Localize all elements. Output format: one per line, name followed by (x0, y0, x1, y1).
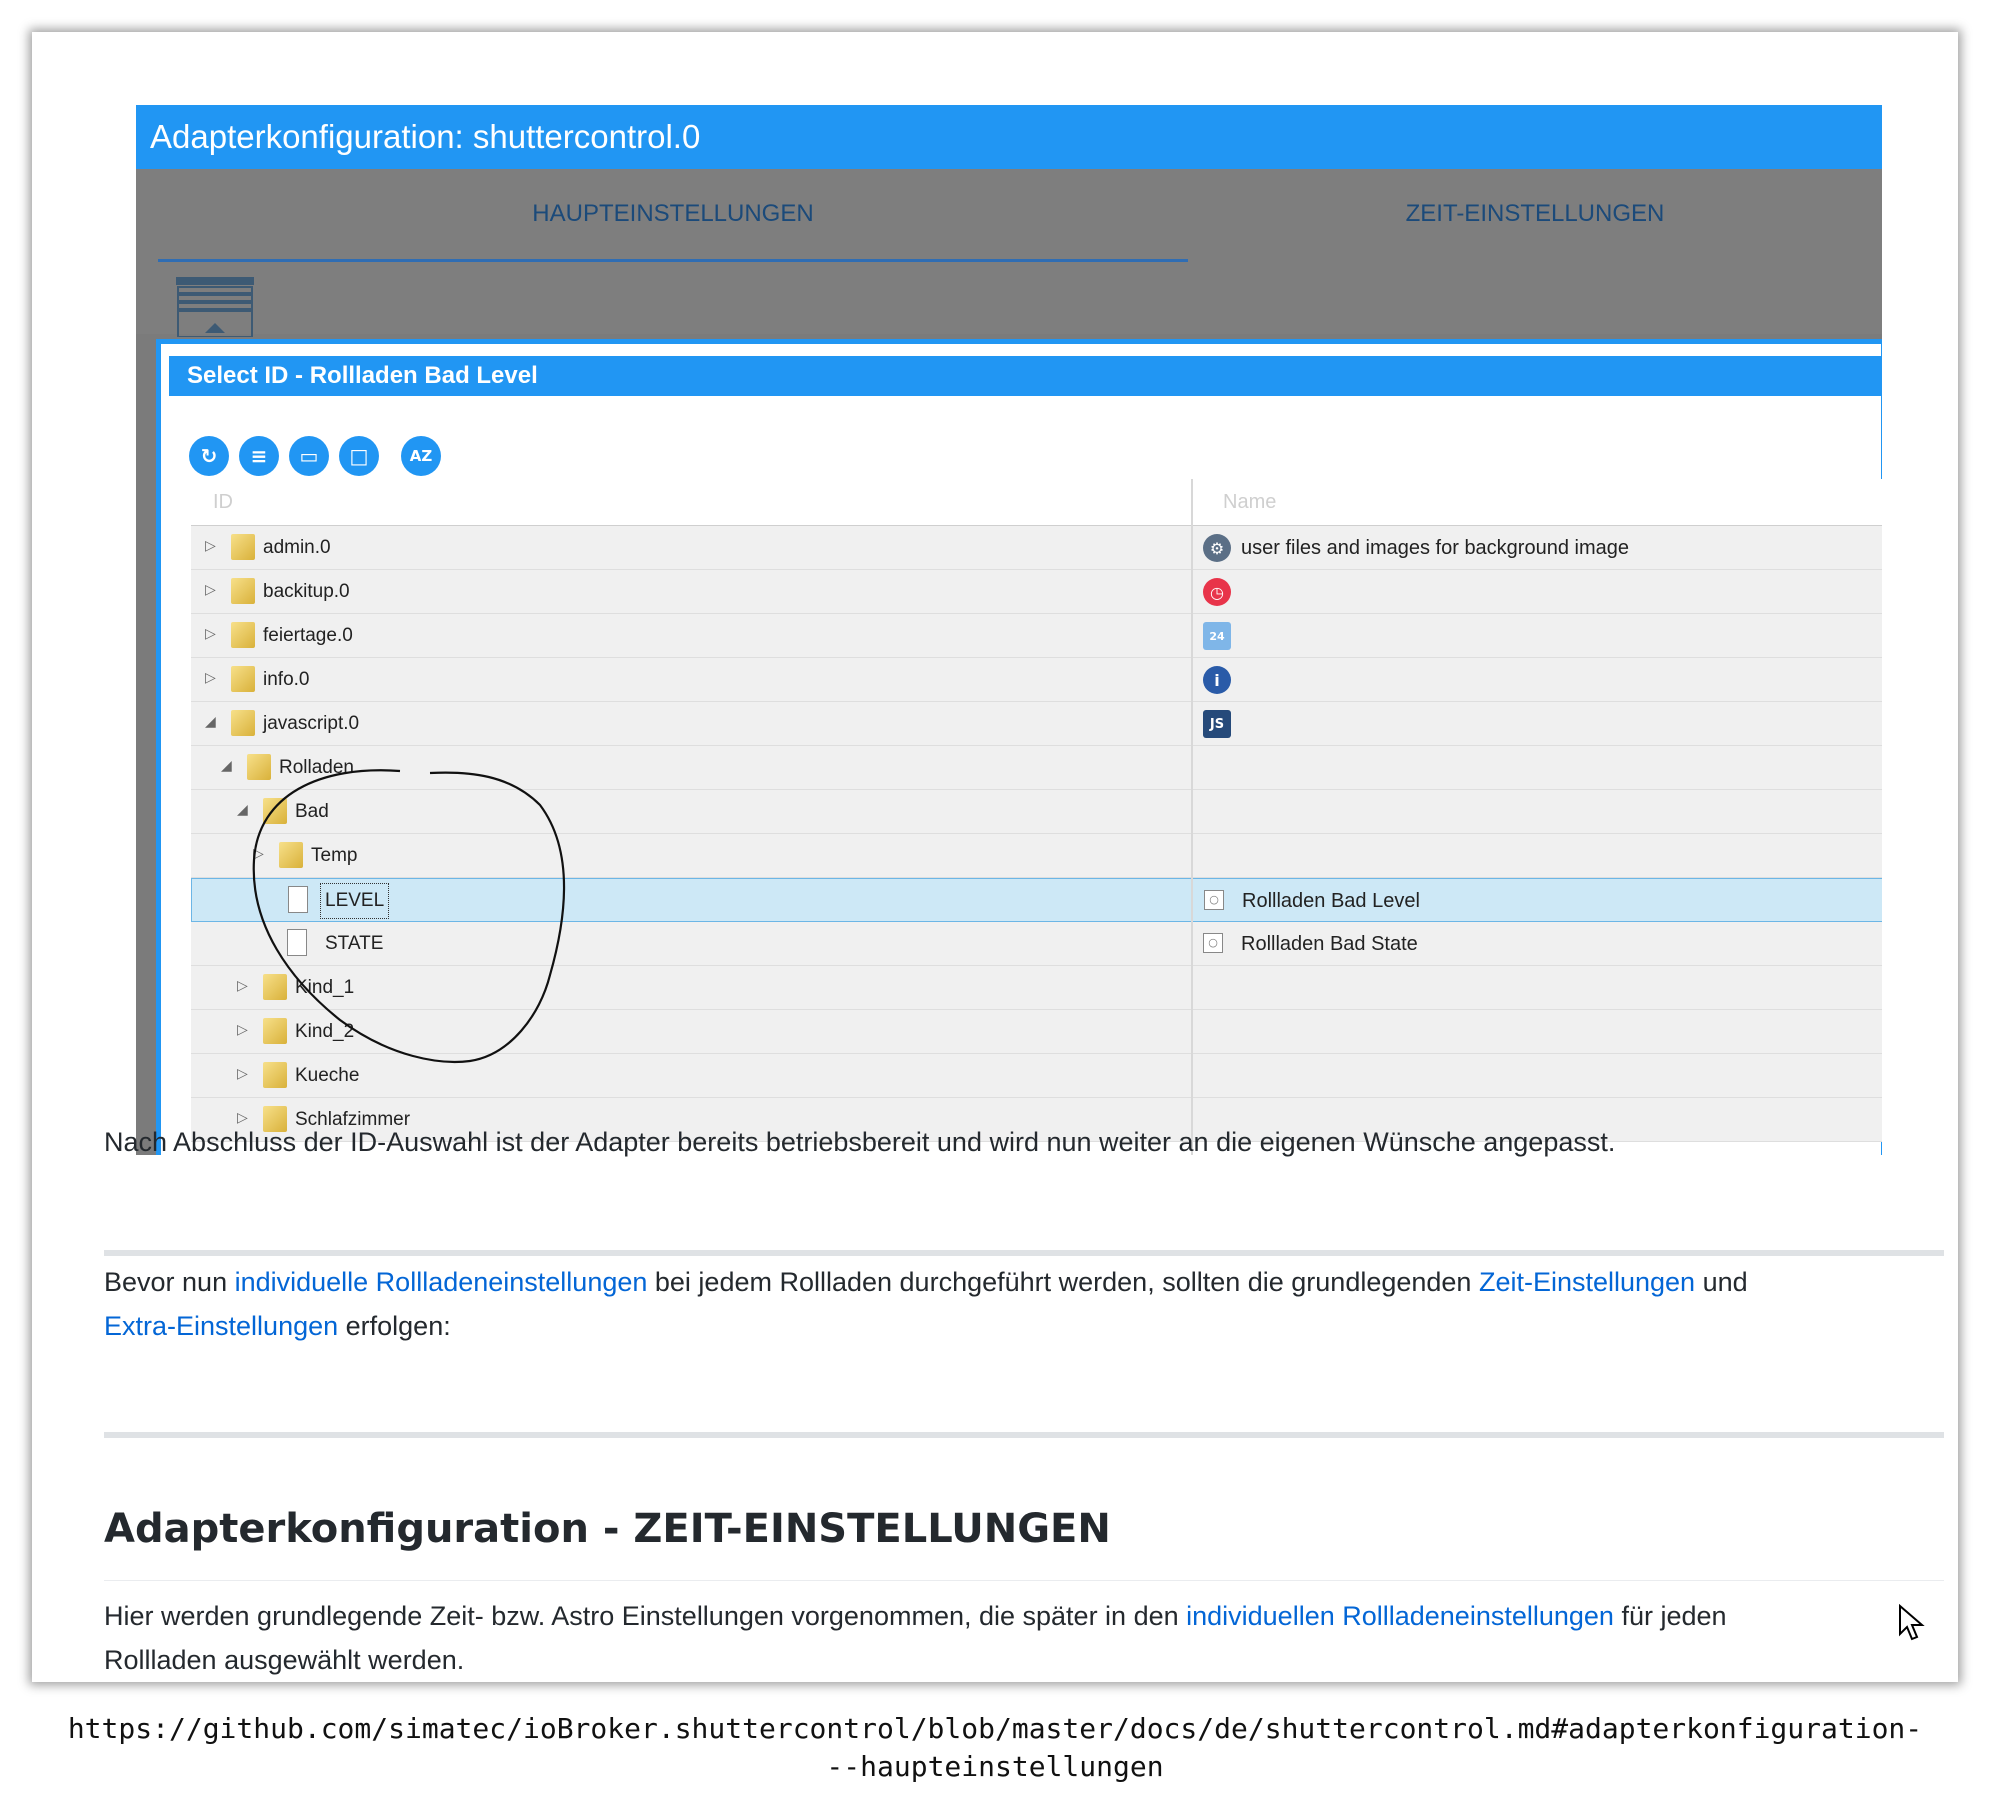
tree-row[interactable] (191, 1054, 1882, 1098)
paragraph-id-selection: Nach Abschluss der ID-Auswahl ist der Adapter bereits betriebsbereit und wird nun weiter an die eigenen Wünsche angepasst. (104, 1127, 1616, 1157)
text: Rollladen ausgewählt werden. (104, 1645, 465, 1675)
row-id: Kind_2 (295, 1021, 355, 1042)
expand-icon[interactable]: ▷ (237, 1110, 248, 1126)
collapse-icon[interactable]: ◢ (237, 802, 248, 818)
link-extra-einstellungen[interactable]: Extra-Einstellungen (104, 1311, 339, 1341)
folder-icon (247, 754, 271, 780)
row-id: info.0 (263, 669, 310, 690)
calendar-icon: 24 (1203, 622, 1231, 650)
collapse-icon[interactable]: ◢ (205, 714, 216, 730)
folder-icon (231, 666, 255, 692)
section-heading: Adapterkonfiguration - ZEIT-EINSTELLUNGEN (104, 1506, 1111, 1552)
row-name: Rollladen Bad Level (1242, 890, 1420, 912)
state-icon: ○ (1203, 933, 1223, 953)
link-zeit-einstellungen[interactable]: Zeit-Einstellungen (1478, 1267, 1696, 1297)
paragraph-before-settings (104, 1260, 1904, 1348)
folder-icon (263, 1062, 287, 1088)
source-url-line2: --haupteinstellungen (826, 1750, 1164, 1783)
select-id-dialog (156, 339, 1882, 1155)
backitup-clock-icon: ◷ (1203, 578, 1231, 606)
tree-row[interactable] (191, 790, 1882, 834)
row-id: Schlafzimmer (295, 1109, 411, 1130)
expand-icon[interactable]: ▷ (237, 978, 248, 994)
row-id: admin.0 (263, 537, 331, 558)
refresh-icon[interactable]: ↻ (189, 436, 229, 476)
expand-icon[interactable]: ▷ (237, 1066, 248, 1082)
horizontal-rule (104, 1250, 1944, 1256)
file-icon (287, 929, 307, 956)
list-icon[interactable]: ≡ (239, 436, 279, 476)
tree-row[interactable] (191, 658, 1882, 702)
tree-row[interactable] (191, 702, 1882, 746)
expand-icon[interactable]: ▷ (253, 846, 264, 862)
row-id: Rolladen (279, 757, 354, 778)
tree-row-selected[interactable] (191, 878, 1882, 922)
link-individuellen-rollladeneinstellungen[interactable]: individuellen Rollladeneinstellungen (1186, 1601, 1614, 1631)
heading-underline (104, 1580, 1944, 1581)
tree-row[interactable] (191, 966, 1882, 1010)
expand-icon[interactable]: ▷ (237, 1022, 248, 1038)
grid-header (191, 479, 1882, 527)
info-icon: i (1203, 666, 1231, 694)
text: Bevor nun (104, 1267, 235, 1297)
admin-gear-icon: ⚙ (1203, 534, 1231, 562)
row-id: Kueche (295, 1065, 360, 1086)
javascript-icon: JS (1203, 710, 1231, 738)
row-id: feiertage.0 (263, 625, 353, 646)
mouse-cursor-icon (1898, 1604, 1928, 1644)
row-id: Bad (295, 801, 329, 822)
tree-row[interactable] (191, 614, 1882, 658)
expand-icon[interactable]: ▷ (205, 626, 216, 642)
tab-bar (136, 169, 1882, 334)
text: und (1695, 1267, 1748, 1297)
column-id-header[interactable]: ID (213, 491, 233, 513)
file-icon (288, 886, 308, 913)
text: für jeden (1613, 1601, 1727, 1631)
tree-row[interactable] (191, 526, 1882, 570)
folder-open-icon[interactable]: □ (339, 436, 379, 476)
tab-haupteinstellungen[interactable]: HAUPTEINSTELLUNGEN (158, 169, 1188, 262)
folder-icon[interactable]: ▭ (289, 436, 329, 476)
source-url (0, 1710, 1990, 1786)
folder-icon (231, 710, 255, 736)
expand-icon[interactable]: ▷ (205, 670, 216, 686)
source-url-line1: https://github.com/simatec/ioBroker.shuttercontrol/blob/master/docs/de/shuttercontrol.md#adapterkonfiguration- (67, 1712, 1923, 1745)
row-id: STATE (325, 933, 384, 954)
tree-row[interactable] (191, 922, 1882, 966)
adapter-config-screenshot (136, 105, 1882, 1155)
horizontal-rule (104, 1432, 1944, 1438)
column-name-header[interactable]: Name (1223, 491, 1277, 513)
window-title: Adapterkonfiguration: shuttercontrol.0 (136, 105, 1882, 169)
row-id: Kind_1 (295, 977, 355, 998)
tree-row[interactable] (191, 1010, 1882, 1054)
row-id: javascript.0 (263, 713, 360, 734)
row-id: backitup.0 (263, 581, 350, 602)
text: erfolgen: (338, 1311, 451, 1341)
row-name: user files and images for background image (1241, 537, 1629, 559)
folder-icon (263, 974, 287, 1000)
expand-icon[interactable]: ▷ (205, 582, 216, 598)
dialog-title: Select ID - Rollladen Bad Level (169, 356, 1882, 396)
text: Hier werden grundlegende Zeit- bzw. Astro Einstellungen vorgenommen, die später in den (104, 1601, 1187, 1631)
state-icon: ○ (1204, 890, 1224, 910)
row-name: Rollladen Bad State (1241, 933, 1418, 955)
sort-az-icon[interactable]: AZ (401, 436, 441, 476)
folder-icon (263, 798, 287, 824)
shutter-icon (174, 273, 256, 337)
folder-icon (231, 578, 255, 604)
folder-icon (279, 842, 303, 868)
expand-icon[interactable]: ▷ (205, 538, 216, 554)
row-id: Temp (311, 845, 358, 866)
paragraph-zeit-einstellungen (104, 1594, 1904, 1682)
collapse-icon[interactable]: ◢ (221, 758, 232, 774)
tree-row[interactable] (191, 834, 1882, 878)
article-card (32, 32, 1958, 1682)
tree-row[interactable] (191, 746, 1882, 790)
tree-row[interactable] (191, 570, 1882, 614)
folder-icon (231, 534, 255, 560)
link-individuelle-rollladeneinstellungen[interactable]: individuelle Rollladeneinstellungen (234, 1267, 648, 1297)
text: bei jedem Rollladen durchgeführt werden, sollten die grundlegenden (647, 1267, 1479, 1297)
folder-icon (231, 622, 255, 648)
tab-zeit-einstellungen[interactable]: ZEIT-EINSTELLUNGEN (1405, 200, 1665, 227)
column-divider (1191, 479, 1193, 1155)
folder-icon (263, 1018, 287, 1044)
row-id: LEVEL (320, 883, 389, 919)
